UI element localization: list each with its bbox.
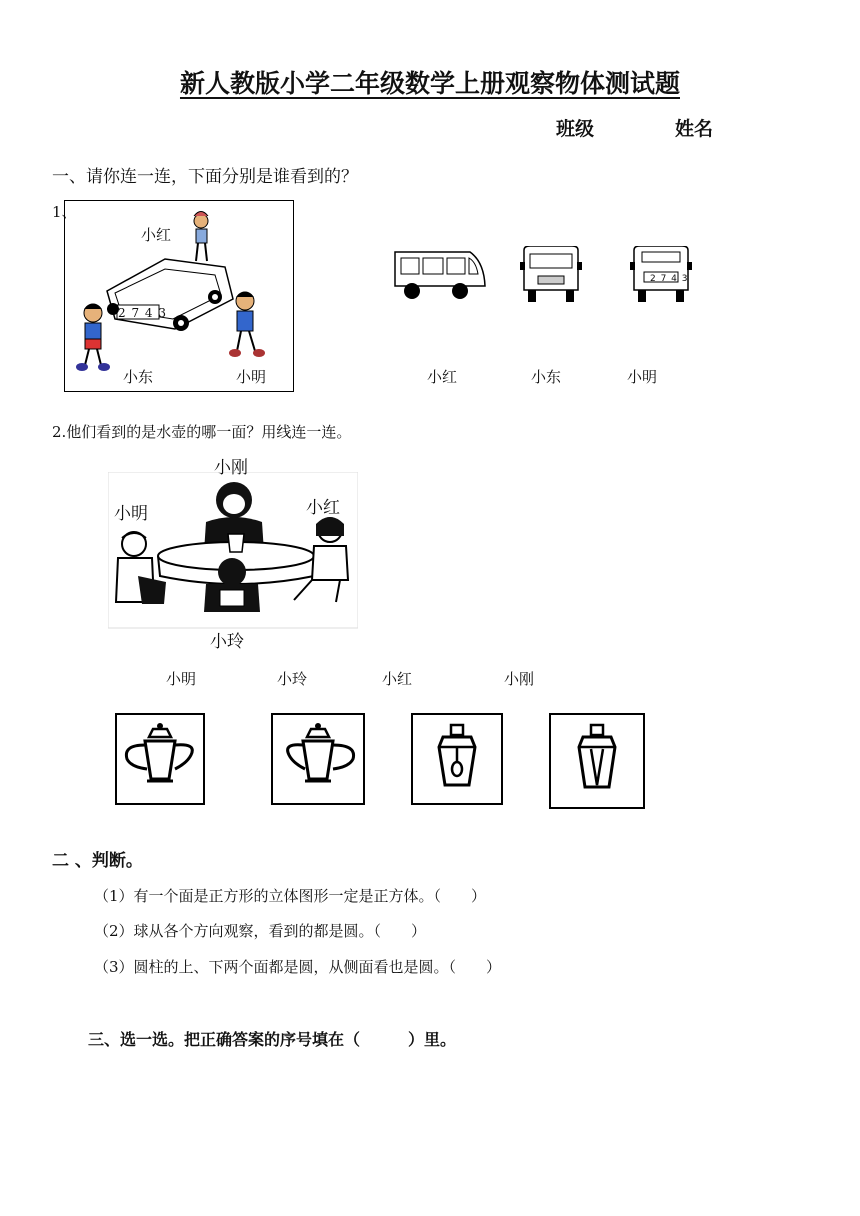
car-scene-illustration bbox=[65, 201, 293, 391]
scene2-label-xiaohong: 小红 bbox=[306, 498, 340, 518]
kettle-name-2: 小玲 bbox=[277, 670, 308, 688]
view-label-3: 小明 bbox=[627, 368, 658, 386]
judgment-item-2: （2）球从各个方向观察，看到的都是圆。（ ） bbox=[94, 922, 427, 940]
bus-front-view bbox=[518, 246, 584, 304]
kettle-name-1: 小明 bbox=[166, 670, 197, 688]
judgment-item-1: （1）有一个面是正方形的立体图形一定是正方体。（ ） bbox=[94, 887, 487, 905]
q1-number: 1、 bbox=[52, 203, 77, 221]
kettle-name-3: 小红 bbox=[382, 670, 413, 688]
scene-label-xiaodong: 小东 bbox=[123, 368, 154, 386]
scene2-label-xiaoling: 小玲 bbox=[210, 632, 244, 652]
name-label: 姓名 bbox=[675, 118, 714, 140]
kettle-view-side-right bbox=[271, 713, 365, 805]
scene-label-xiaohong: 小红 bbox=[141, 226, 172, 244]
kettle-view-back bbox=[549, 713, 645, 809]
page-title: 新人教版小学二年级数学上册观察物体测试题 bbox=[179, 69, 680, 98]
bus-side-view bbox=[390, 248, 490, 304]
q2-prompt: 2.他们看到的是水壶的哪一面？用线连一连。 bbox=[52, 423, 352, 441]
section2-heading: 二 、判断。 bbox=[52, 851, 143, 871]
scene2-label-xiaogang: 小刚 bbox=[214, 458, 248, 478]
section1-heading: 一、请你连一连，下面分别是谁看到的？ bbox=[52, 167, 358, 187]
view-label-2: 小东 bbox=[531, 368, 562, 386]
q1-scene-image bbox=[64, 200, 294, 392]
scene-label-xiaoming: 小明 bbox=[236, 368, 267, 386]
kettle-view-side-left bbox=[115, 713, 205, 805]
scene2-label-xiaoming: 小明 bbox=[114, 504, 148, 524]
kettle-name-4: 小刚 bbox=[504, 670, 535, 688]
kettle-view-front bbox=[411, 713, 503, 805]
section3-heading: 三、选一选。把正确答案的序号填在（ ）里。 bbox=[88, 1030, 457, 1049]
license-plate-text: 2 7 4 3 bbox=[118, 306, 167, 320]
view-label-1: 小红 bbox=[427, 368, 458, 386]
back-plate-text: 2 7 4 3 bbox=[650, 274, 689, 284]
judgment-item-3: （3）圆柱的上、下两个面都是圆，从侧面看也是圆。（ ） bbox=[94, 958, 502, 976]
class-label: 班级 bbox=[556, 118, 595, 140]
